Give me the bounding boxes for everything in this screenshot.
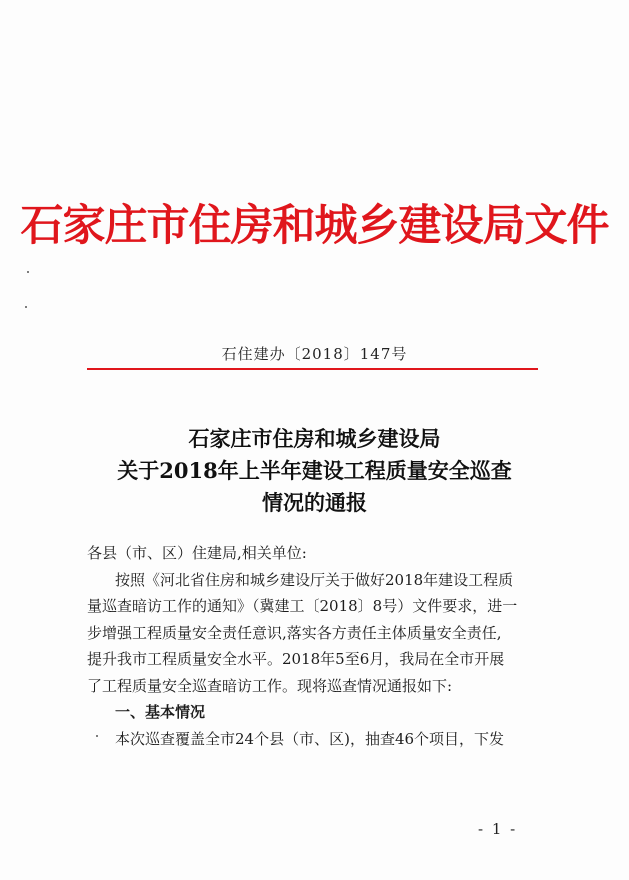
red-divider-line [87,368,538,370]
body-line: 按照《河北省住房和城乡建设厅关于做好2018年建设工程质 [115,570,514,589]
body-line: 步增强工程质量安全责任意识,落实各方责任主体质量安全责任, [87,623,502,642]
notice-subject [0,423,629,519]
document-body [87,540,547,752]
subject-line: 关于2018年上半年建设工程质量安全巡查 [117,458,512,483]
salutation: 各县（市、区）住建局,相关单位: [87,544,307,562]
scan-speck [25,306,27,308]
body-line: 量巡查暗访工作的通知》（冀建工〔2018〕8号）文件要求，进一 [87,597,518,615]
page-number: - 1 - [478,820,518,838]
document-number: 石住建办〔2018〕147号 [221,345,408,363]
body-line: 本次巡查覆盖全市24个县（市、区)，抽查46个项目，下发 [115,729,505,748]
section-heading: 一、基本情况 [115,703,206,721]
subject-line: 石家庄市住房和城乡建设局 [188,426,441,451]
scan-speck [27,271,29,273]
subject-line: 情况的通报 [262,490,367,515]
body-line: 了工程质量安全巡查暗访工作。现将巡查情况通报如下: [87,676,453,695]
body-line: 提升我市工程质量安全水平。2018年5至6月，我局在全市开展 [87,650,505,668]
document-header-title: 石家庄市住房和城乡建设局文件 [20,201,609,251]
